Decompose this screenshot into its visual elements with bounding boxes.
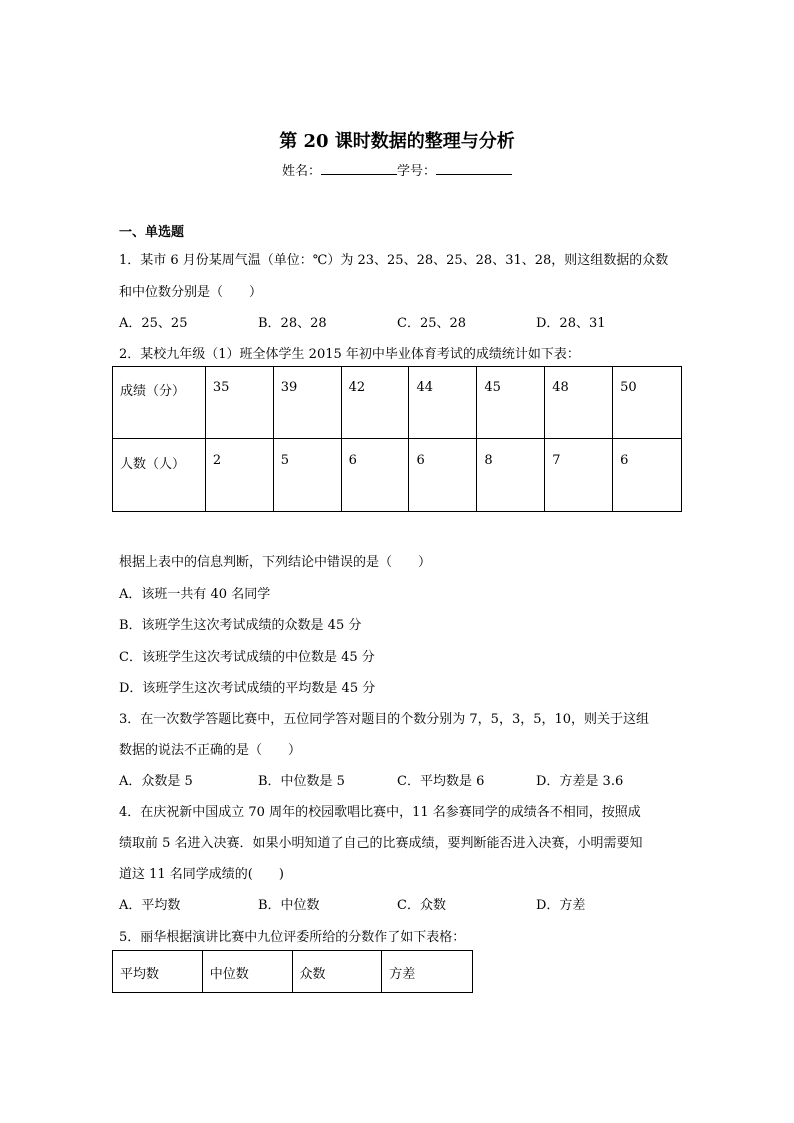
table-header-cell: 成绩（分）	[113, 367, 206, 439]
q1-line-1: 1．某市 6 月份某周气温（单位：℃）为 23、25、28、25、28、31、28，则这组数据的众数	[119, 253, 669, 268]
student-info	[0, 160, 794, 179]
count-row	[113, 439, 682, 512]
id-label: 学号：	[397, 164, 437, 179]
q4-line-3: 道这 11 名同学成绩的( )	[119, 867, 284, 882]
table-cell: 8	[477, 439, 545, 512]
q1-option-c[interactable]: C．25、28	[397, 316, 467, 331]
table-cell: 5	[273, 439, 341, 512]
q1-option-a[interactable]: A．25、25	[119, 316, 188, 331]
stats-header-row	[113, 951, 473, 993]
q4-line-1: 4．在庆祝新中国成立 70 周年的校园歌唱比赛中，11 名参赛同学的成绩各不相同，按照成	[119, 805, 641, 820]
q2-prompt: 根据上表中的信息判断，下列结论中错误的是（ ）	[119, 555, 432, 570]
table-cell: 44	[409, 367, 477, 439]
table-header-cell: 人数（人）	[113, 439, 206, 512]
q3-line-2: 数据的说法不正确的是（ ）	[119, 743, 302, 758]
q2-option-d[interactable]: D．该班学生这次考试成绩的平均数是 45 分	[119, 681, 376, 696]
q2-option-a[interactable]: A．该班一共有 40 名同学	[119, 587, 271, 602]
q3-option-c[interactable]: C．平均数是 6	[397, 774, 485, 789]
q3-option-d[interactable]: D．方差是 3.6	[536, 774, 624, 789]
name-blank[interactable]	[321, 162, 397, 175]
table-header-cell: 方差	[382, 951, 473, 993]
table-cell: 7	[545, 439, 613, 512]
q3-option-b[interactable]: B．中位数是 5	[258, 774, 345, 789]
table-cell: 48	[545, 367, 613, 439]
q3-option-a[interactable]: A．众数是 5	[119, 774, 193, 789]
table-header-cell: 众数	[292, 951, 382, 993]
q4-option-d[interactable]: D．方差	[536, 898, 586, 913]
table-cell: 39	[273, 367, 341, 439]
table-cell: 45	[477, 367, 545, 439]
table-cell: 50	[613, 367, 682, 439]
name-label: 姓名：	[281, 164, 321, 179]
table-cell: 42	[341, 367, 409, 439]
table-header-cell: 中位数	[202, 951, 292, 993]
table-header-cell: 平均数	[113, 951, 203, 993]
table-cell: 6	[409, 439, 477, 512]
q3-line-1: 3．在一次数学答题比赛中，五位同学答对题目的个数分别为 7，5，3，5，10，则关于这组	[119, 712, 650, 727]
table-cell: 6	[341, 439, 409, 512]
q4-line-2: 绩取前 5 名进入决赛．如果小明知道了自己的比赛成绩，要判断能否进入决赛，小明需要知	[119, 836, 643, 851]
q1-line-2: 和中位数分别是（ ）	[119, 285, 263, 300]
table-cell: 2	[205, 439, 273, 512]
table-cell: 35	[205, 367, 273, 439]
q4-option-b[interactable]: B．中位数	[258, 898, 320, 913]
id-blank[interactable]	[436, 162, 512, 175]
q2-option-c[interactable]: C．该班学生这次考试成绩的中位数是 45 分	[119, 650, 375, 665]
q1-option-b[interactable]: B．28、28	[258, 316, 327, 331]
score-table	[112, 366, 682, 512]
q4-option-a[interactable]: A．平均数	[119, 898, 181, 913]
section-title: 一、单选题	[119, 225, 185, 240]
stats-table	[112, 950, 473, 993]
page-title: 第 20 课时数据的整理与分析	[279, 131, 515, 152]
q4-option-c[interactable]: C．众数	[397, 898, 446, 913]
q2-stem: 2．某校九年级（1）班全体学生 2015 年初中毕业体育考试的成绩统计如下表：	[119, 347, 580, 362]
score-row	[113, 367, 682, 439]
table-cell: 6	[613, 439, 682, 512]
q1-option-d[interactable]: D．28、31	[536, 316, 606, 331]
q5-stem: 5．丽华根据演讲比赛中九位评委所给的分数作了如下表格：	[119, 930, 466, 945]
q2-option-b[interactable]: B．该班学生这次考试成绩的众数是 45 分	[119, 618, 362, 633]
